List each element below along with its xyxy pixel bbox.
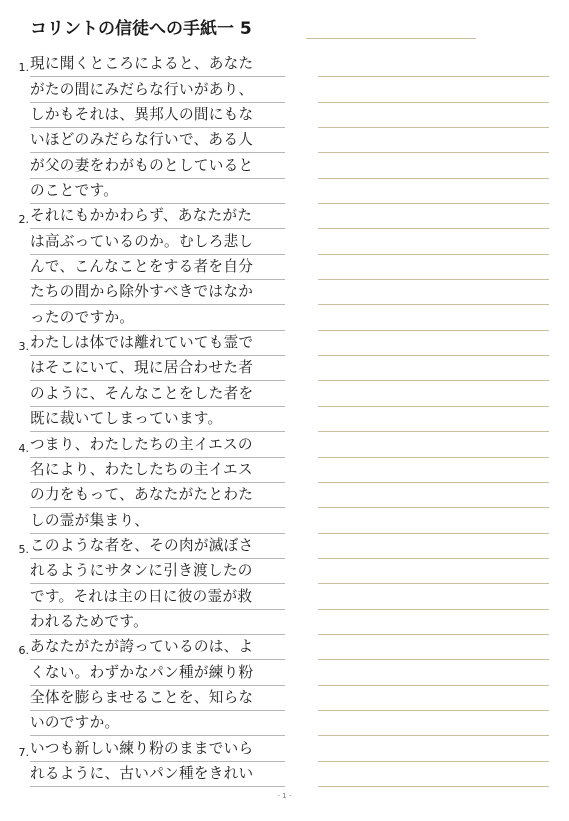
verse-line [0,610,300,635]
verse-text: 既に裁いてしまっています。 [30,407,285,432]
writing-line[interactable] [318,610,549,635]
writing-line[interactable] [318,686,549,711]
writing-line[interactable] [318,103,549,128]
verse-line [0,52,300,77]
verse-text: の力をもって、あなたがたとわた [30,483,285,508]
verse-number: 4. [18,441,29,455]
writing-line[interactable] [318,153,549,178]
verse-line [0,432,300,457]
writing-line[interactable] [318,508,549,533]
verse-text: は高ぶっているのか。むしろ悲し [30,230,285,255]
verse-number: 5. [18,542,29,556]
verse-line [0,229,300,254]
verse-line [0,179,300,204]
writing-line[interactable] [318,407,549,432]
verse-line [0,508,300,533]
verse-text: あなたがたが誇っているのは、よ [30,635,285,660]
verse-line [0,635,300,660]
verse-line [0,331,300,356]
writing-line[interactable] [318,331,549,356]
writing-line[interactable] [318,128,549,153]
verse-line [0,407,300,432]
writing-line[interactable] [318,280,549,305]
verse-text: んで、こんなことをする者を自分 [30,255,285,280]
verse-line [0,255,300,280]
page-title: コリントの信徒への手紙一 5 [30,19,252,39]
writing-line[interactable] [318,77,549,102]
verse-line [0,381,300,406]
writing-line[interactable] [318,762,549,787]
verse-text: ったのですか。 [30,306,285,331]
writing-line[interactable] [318,736,549,761]
verse-line [0,736,300,761]
writing-line[interactable] [318,584,549,609]
verse-text: いのですか。 [30,711,285,736]
verse-text: がたの間にみだらな行いがあり、 [30,78,285,103]
verse-number: 2. [18,213,29,227]
verse-text: くない。わずかなパン種が練り粉 [30,661,285,686]
verse-text: いほどのみだらな行いで、ある人 [30,128,285,153]
writing-line[interactable] [318,432,549,457]
verse-text: わたしは体では離れていても霊で [30,331,285,356]
verse-line [0,559,300,584]
verse-text: いつも新しい練り粉のままでいら [30,737,285,762]
writing-line[interactable] [318,229,549,254]
title-writing-line[interactable] [306,38,476,39]
verse-text: はそこにいて、現に居合わせた者 [30,356,285,381]
writing-line[interactable] [318,255,549,280]
verse-text: れるように、古いパン種をきれい [30,762,285,787]
verse-line [0,584,300,609]
page-number: - 1 - [277,792,292,800]
verse-text: れるようにサタンに引き渡したの [30,559,285,584]
writing-line[interactable] [318,356,549,381]
verse-line [0,77,300,102]
writing-line[interactable] [318,204,549,229]
verse-line [0,711,300,736]
writing-line[interactable] [318,305,549,330]
scripture-text-column [0,52,300,787]
verse-text: われるためです。 [30,610,285,635]
writing-line[interactable] [318,381,549,406]
writing-line[interactable] [318,179,549,204]
verse-line [0,204,300,229]
verse-text: しかもそれは、異邦人の間にもな [30,103,285,128]
verse-line [0,128,300,153]
copy-writing-column[interactable] [318,52,549,787]
verse-text: 名により、わたしたちの主イエス [30,458,285,483]
writing-line[interactable] [318,559,549,584]
verse-line [0,458,300,483]
verse-number: 7. [18,745,29,759]
verse-text: しの霊が集まり、 [30,509,285,534]
writing-line[interactable] [318,660,549,685]
verse-line [0,660,300,685]
verse-text: たちの間から除外すべきではなか [30,280,285,305]
verse-number: 1. [18,61,29,75]
verse-line [0,153,300,178]
writing-line[interactable] [318,534,549,559]
writing-line[interactable] [318,52,549,77]
verse-text: が父の妻をわがものとしていると [30,154,285,179]
verse-line [0,103,300,128]
verse-line [0,762,300,787]
verse-line [0,356,300,381]
verse-line [0,483,300,508]
verse-line [0,280,300,305]
verse-line [0,305,300,330]
verse-number: 6. [18,644,29,658]
verse-text: このような者を、その肉が滅ぼさ [30,534,285,559]
verse-line [0,534,300,559]
verse-number: 3. [18,340,29,354]
verse-line [0,686,300,711]
verse-text: のように、そんなことをした者を [30,382,285,407]
writing-line[interactable] [318,483,549,508]
writing-line[interactable] [318,458,549,483]
verse-text: つまり、わたしたちの主イエスの [30,433,285,458]
verse-text: 現に聞くところによると、あなた [30,52,285,77]
verse-text: です。それは主の日に彼の霊が救 [30,585,285,610]
verse-text: のことです。 [30,179,285,204]
verse-text: それにもかかわらず、あなたがた [30,204,285,229]
writing-line[interactable] [318,635,549,660]
writing-line[interactable] [318,711,549,736]
verse-text: 全体を膨らませることを、知らな [30,686,285,711]
